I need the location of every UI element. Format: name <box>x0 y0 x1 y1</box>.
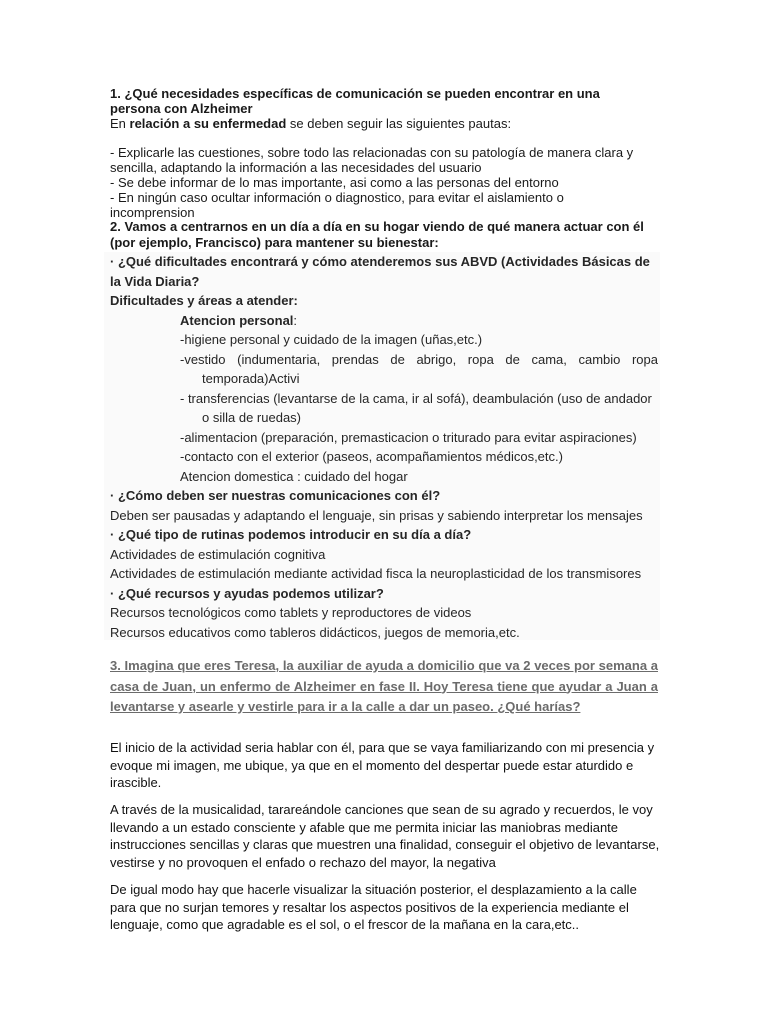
dificultades-title: Dificultades y áreas a atender: <box>110 293 298 308</box>
section-3-heading: 3. Imagina que eres Teresa, la auxiliar de ayuda a domicilio que va 2 veces por semana a casa de Juan, un enfermo de Alzheimer en fase II. Hoy Teresa tiene que ayudar a Juan a levantarse y asearle y vestirle para ir a la calle a dar un paseo. ¿Qué harías? <box>110 658 658 714</box>
question-comunicaciones: · ¿Cómo deben ser nuestras comunicaciones con él? <box>110 488 441 503</box>
list-item: - transferencias (levantarse de la cama, ir al sofá), deambulación (uso de andador <box>180 390 652 406</box>
list-item: -vestido (indumentaria, prendas de abrigo, ropa de cama, cambio ropa <box>180 351 658 367</box>
section-1 <box>110 86 650 220</box>
intro-suffix: se deben seguir las siguientes pautas: <box>286 116 512 131</box>
list-item: - Explicarle las cuestiones, sobre todo las relacionadas con su patología de manera clara y sencilla, adaptando la información a las necesidades del usuario <box>110 145 634 175</box>
section-1-intro <box>110 116 650 131</box>
list-item: -higiene personal y cuidado de la imagen (uñas,etc.) <box>180 332 483 347</box>
answer-paragraph: A través de la musicalidad, tarareándole canciones que sean de su agrado y recuerdos, le voy llevando a un estado consciente y afable que me permita iniciar las maniobras mediante instrucciones sencillas y claras que muestren una finalidad, conseguir el objetivo de levantarse, vestirse y no provoquen el enfado o rechazo del mayor, la negativa <box>110 802 660 870</box>
answer-rutinas: Actividades de estimulación cognitiva <box>110 546 326 562</box>
answer-rutinas: Actividades de estimulación mediante actividad fisca la neuroplasticidad de los transmisores <box>110 566 642 581</box>
section-1-question: 1. ¿Qué necesidades específicas de comunicación se pueden encontrar en una persona con Alzheimer <box>110 86 600 116</box>
section-1-list <box>110 145 650 220</box>
answer-paragraph: De igual modo hay que hacerle visualizar la situación posterior, el desplazamiento a la calle para que no surjan temores y resaltar los aspectos positivos de la experiencia mediante el lenguaje, como que agradable es el sol, o el frescor de la mañana en la cara,etc.. <box>110 882 637 932</box>
list-item: o silla de ruedas) <box>202 410 301 425</box>
list-item: -contacto con el exterior (paseos, acompañamientos médicos,etc.) <box>180 449 563 464</box>
list-item: -alimentacion (preparación, premasticacion o triturado para evitar aspiraciones) <box>180 429 637 445</box>
section-2-heading-block <box>110 219 658 251</box>
intro-prefix: En <box>110 116 130 131</box>
list-item: - En ningún caso ocultar información o diagnostico, para evitar el aislamiento o incomprension <box>110 190 564 220</box>
question-rutinas: · ¿Qué tipo de rutinas podemos introducir en su día a día? <box>110 527 472 542</box>
section-2-heading: 2. Vamos a centrarnos en un día a día en su hogar viendo de qué manera actuar con él (por ejemplo, Francisco) para mantener su bienestar: <box>110 219 644 250</box>
atencion-personal-line <box>110 311 658 331</box>
answer-recursos: Recursos educativos como tableros didácticos, juegos de memoria,etc. <box>110 624 520 640</box>
list-item: - Se debe informar de lo mas importante, asi como a las personas del entorno <box>110 175 559 190</box>
list-item: Atencion domestica : cuidado del hogar <box>180 468 408 484</box>
list-item: temporada)Activi <box>202 371 300 386</box>
intro-bold: relación a su enfermedad <box>129 116 287 131</box>
answer-recursos: Recursos tecnológicos como tablets y reproductores de videos <box>110 605 472 620</box>
question-abvd: · ¿Qué dificultades encontrará y cómo atenderemos sus ABVD (Actividades Básicas de la Vida Diaria? <box>110 254 650 289</box>
answer-comunicaciones: Deben ser pausadas y adaptando el lenguaje, sin prisas y sabiendo interpretar los mensajes <box>110 507 643 523</box>
answer-paragraph: El inicio de la actividad seria hablar con él, para que se vaya familiarizando con mi presencia y evoque mi imagen, me ubique, ya que en el momento del despertar puede estar aturdido e irascible. <box>110 740 655 790</box>
atencion-personal-colon: : <box>293 312 298 328</box>
question-recursos: · ¿Qué recursos y ayudas podemos utilizar? <box>110 585 384 601</box>
section-2-body <box>110 252 658 642</box>
atencion-personal-title: Atencion personal <box>180 312 294 328</box>
